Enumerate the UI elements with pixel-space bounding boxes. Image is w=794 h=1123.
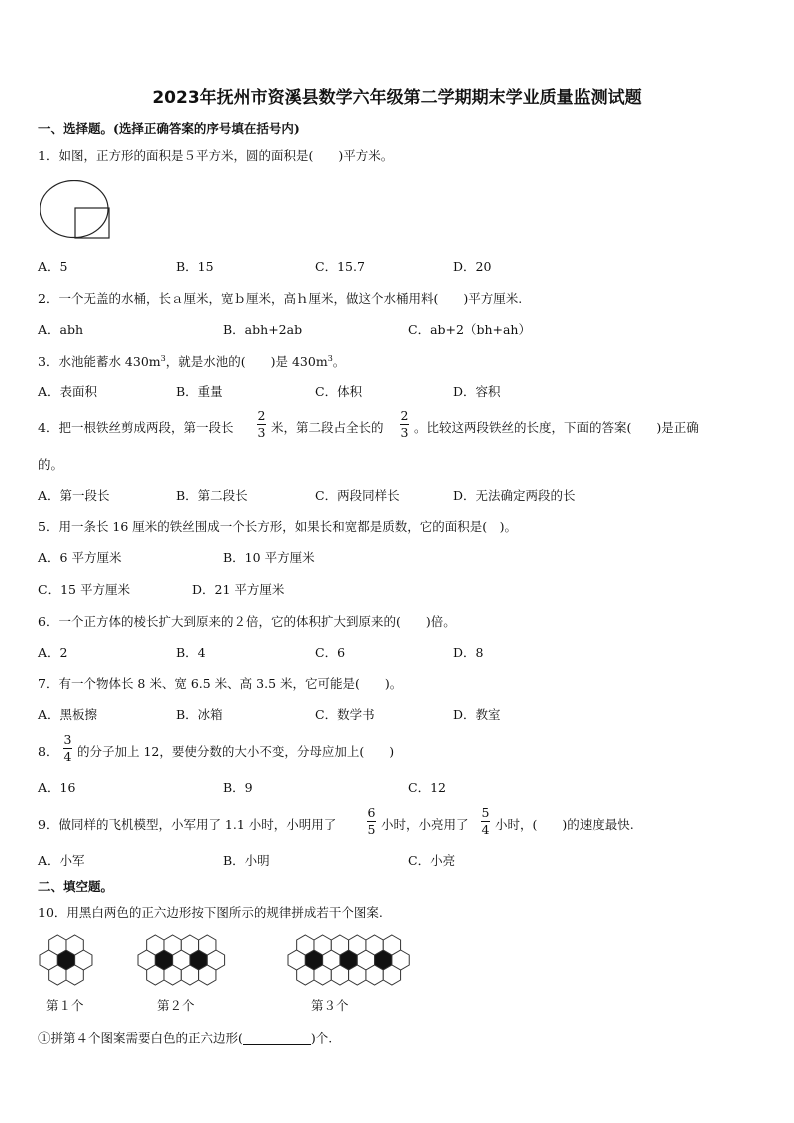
q4-text-b: 米，第二段占全长的 (271, 420, 384, 435)
white-hexagon (383, 935, 400, 955)
q8-prefix: 8． (38, 744, 59, 759)
q4-option-b: B．第二段长 (176, 488, 248, 503)
q10-caption-1: 第１个 (46, 998, 84, 1013)
q4-fraction-2 (400, 410, 409, 439)
hexagon-pattern-figure (30, 930, 420, 990)
q4-option-a: A．第一段长 (38, 488, 110, 503)
q9-fraction-1 (367, 807, 376, 836)
q3-option-a: A．表面积 (38, 384, 98, 399)
section-2-heading: 二、填空题。 (38, 879, 114, 894)
q8-option-a: A．16 (38, 780, 76, 795)
question-2: 2．一个无盖的水桶，长ａ厘米，宽ｂ厘米，高ｈ厘米，做这个水桶用料( )平方厘米. (38, 291, 523, 306)
q4-option-d: D．无法确定两段的长 (453, 488, 576, 503)
q3-option-d: D．容积 (453, 384, 501, 399)
q10-caption-2: 第２个 (157, 998, 195, 1013)
white-hexagon (297, 965, 314, 985)
question-5: 5．用一条长 16 厘米的铁丝围成一个长方形，如果长和宽都是质数，它的面积是( )。 (38, 519, 518, 534)
question-7: 7．有一个物体长 8 米、宽 6.5 米、高 3.5 米，它可能是( )。 (38, 676, 403, 691)
q9-fraction-2 (481, 807, 490, 836)
q7-option-a: A．黑板擦 (38, 707, 98, 722)
q6-option-b: B．4 (176, 645, 206, 660)
white-hexagon (314, 965, 331, 985)
q3-option-c: C．体积 (315, 384, 363, 399)
q10-subquestion-1 (38, 1032, 332, 1045)
white-hexagon (181, 935, 198, 955)
white-hexagon (49, 935, 66, 955)
q7-option-d: D．教室 (453, 707, 501, 722)
white-hexagon (297, 935, 314, 955)
q8-fraction (63, 734, 72, 763)
q5-option-d: D．21 平方厘米 (192, 582, 285, 597)
white-hexagon (366, 965, 383, 985)
white-hexagon (349, 965, 366, 985)
q9-frac2-num: 5 (481, 805, 490, 820)
q3-text-a: 3．水池能蓄水 430m (38, 354, 161, 370)
q3-sup-1: 3 (160, 354, 166, 363)
q10-caption-3: 第３个 (311, 998, 349, 1013)
q4-option-c: C．两段同样长 (315, 488, 400, 503)
white-hexagon (49, 965, 66, 985)
q5-option-a: A．6 平方厘米 (38, 550, 122, 565)
circle-shape (40, 181, 108, 238)
q9-option-a: A．小军 (38, 853, 85, 868)
circle-square-figure (40, 180, 114, 240)
q1-option-b: B．15 (176, 259, 214, 274)
question-10: 10．用黑白两色的正六边形按下图所示的规律拼成若干个图案. (38, 905, 383, 920)
q5-option-c: C．15 平方厘米 (38, 582, 130, 597)
q3-option-b: B．重量 (176, 384, 223, 399)
q8-frac-den: 4 (63, 748, 72, 764)
q6-option-a: A．2 (38, 645, 68, 660)
q6-option-d: D．8 (453, 645, 484, 660)
q4-frac2-den: 3 (400, 424, 409, 440)
q5-option-b: B．10 平方厘米 (223, 550, 315, 565)
q9-frac2-den: 4 (481, 821, 490, 837)
white-hexagon (164, 935, 181, 955)
q2-option-a: A．abh (38, 322, 84, 337)
q9-option-b: B．小明 (223, 853, 270, 868)
q2-option-c: C．ab+2（bh+ah） (408, 322, 531, 337)
white-hexagon (147, 965, 164, 985)
white-hexagon (366, 935, 383, 955)
q8-text: 的分子加上 12，要使分数的大小不变，分母应加上( ) (77, 744, 395, 759)
q4-text-a: 4．把一根铁丝剪成两段，第一段长 (38, 420, 234, 435)
q3-text-b: ，就是水池的( )是 430m (165, 354, 328, 370)
q8-option-b: B．9 (223, 780, 253, 795)
q4-frac1-num: 2 (257, 408, 266, 423)
answer-blank[interactable] (243, 1032, 311, 1045)
q3-text-c: 。 (332, 354, 346, 370)
q3-sup-2: 3 (327, 354, 333, 363)
white-hexagon (147, 935, 164, 955)
q8-option-c: C．12 (408, 780, 446, 795)
white-hexagon (66, 965, 83, 985)
q10-sub-text-a: ①拼第４个图案需要白色的正六边形( (38, 1030, 243, 1046)
q4-text-c: 。比较这两段铁丝的长度，下面的答案( )是正确 (414, 420, 699, 435)
q4-text-d: 的。 (38, 457, 64, 472)
white-hexagon (66, 935, 83, 955)
q8-frac-num: 3 (63, 732, 72, 747)
white-hexagon (349, 935, 366, 955)
q4-frac2-num: 2 (400, 408, 409, 423)
q9-text-a: 9．做同样的飞机模型，小军用了 1.1 小时，小明用了 (38, 817, 337, 832)
q10-sub-text-b: )个. (310, 1030, 333, 1046)
white-hexagon (314, 935, 331, 955)
q1-option-d: D．20 (453, 259, 492, 274)
white-hexagon (331, 965, 348, 985)
white-hexagon (164, 965, 181, 985)
q7-option-c: C．数学书 (315, 707, 375, 722)
q1-option-c: C．15.7 (315, 259, 365, 274)
white-hexagon (199, 935, 216, 955)
q2-option-b: B．abh+2ab (223, 322, 303, 337)
section-1-heading: 一、选择题。(选择正确答案的序号填在括号内) (38, 121, 300, 136)
q7-option-b: B．冰箱 (176, 707, 223, 722)
white-hexagon (383, 965, 400, 985)
q9-option-c: C．小亮 (408, 853, 456, 868)
q9-frac1-num: 6 (367, 805, 376, 820)
q1-option-a: A．5 (38, 259, 68, 274)
q9-text-c: 小时，( )的速度最快. (495, 817, 634, 832)
question-3 (38, 355, 345, 369)
q9-frac1-den: 5 (367, 821, 376, 837)
page-title: 2023年抚州市资溪县数学六年级第二学期期末学业质量监测试题 (152, 88, 642, 108)
q4-frac1-den: 3 (257, 424, 266, 440)
q6-option-c: C．6 (315, 645, 346, 660)
q9-text-b: 小时，小亮用了 (381, 817, 469, 832)
question-6: 6．一个正方体的棱长扩大到原来的２倍，它的体积扩大到原来的( )倍。 (38, 614, 456, 629)
white-hexagon (331, 935, 348, 955)
white-hexagon (181, 965, 198, 985)
question-1: 1．如图，正方形的面积是５平方米，圆的面积是( )平方米。 (38, 148, 394, 163)
white-hexagon (199, 965, 216, 985)
q4-fraction-1 (257, 410, 266, 439)
